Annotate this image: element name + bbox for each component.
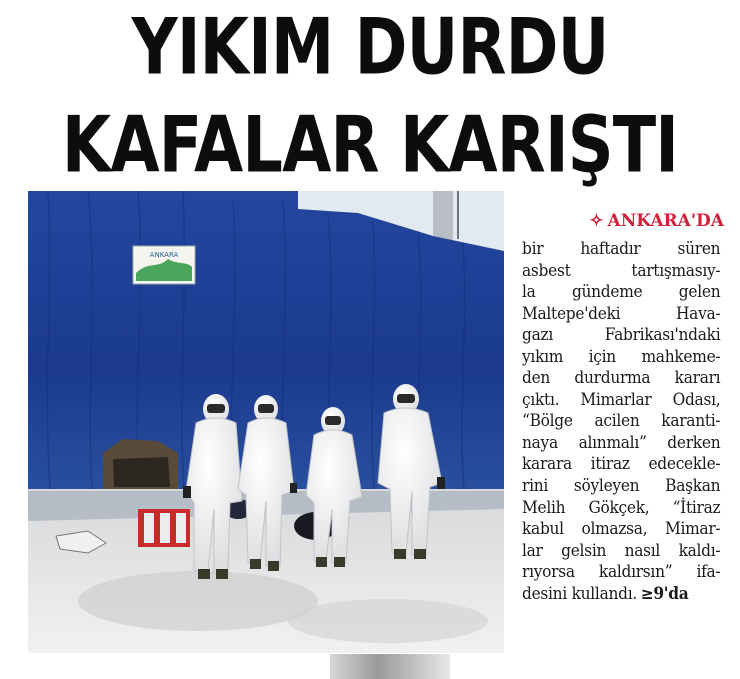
body-line: “Bölge acilen karanti- <box>522 411 721 431</box>
body-line: gazı Fabrikası'ndaki <box>522 325 721 345</box>
body-line: rini söyleyen Başkan <box>522 476 721 496</box>
article-column <box>522 210 724 604</box>
body-line: lar gelsin nasıl kaldı- <box>522 540 721 560</box>
body-line: yıkım için mahkeme- <box>522 346 721 366</box>
page-reference[interactable]: ≥9'da <box>640 583 689 603</box>
body-line-last <box>522 583 720 605</box>
body-line: Melih Gökçek, “İtiraz <box>522 497 721 517</box>
body-line: asbest tartışmasıy- <box>522 260 721 280</box>
body-line: rıyorsa kaldırsın” ifa- <box>522 562 721 582</box>
diamond-marker-icon: ✧ <box>589 211 604 231</box>
body-line: la gündeme gelen <box>522 282 721 302</box>
body-line: Maltepe'deki Hava- <box>522 303 721 323</box>
body-line: karara itiraz edecekle- <box>522 454 721 474</box>
sign-text: ANKARA <box>149 251 179 259</box>
red-containers <box>138 509 190 547</box>
body-line: bir haftadır süren <box>522 239 721 258</box>
article-body <box>522 238 724 604</box>
headline-line-1: YIKIM DURDU <box>131 2 609 93</box>
body-line: den durdurma kararı <box>522 368 721 388</box>
article-lede <box>526 210 724 232</box>
body-line: naya alınmalı” derken <box>522 432 721 452</box>
sign-board <box>133 246 195 284</box>
news-photo <box>28 191 504 653</box>
headline-line-2: KAFALAR KARIŞTI <box>61 100 679 191</box>
bottom-photo-strip <box>330 654 450 679</box>
body-line-text: desini kullandı. <box>522 583 637 603</box>
body-line: çıktı. Mimarlar Odası, <box>522 389 721 409</box>
lede-text: ANKARA'DA <box>607 211 724 231</box>
body-line: kabul olmazsa, Mimar- <box>522 519 721 539</box>
